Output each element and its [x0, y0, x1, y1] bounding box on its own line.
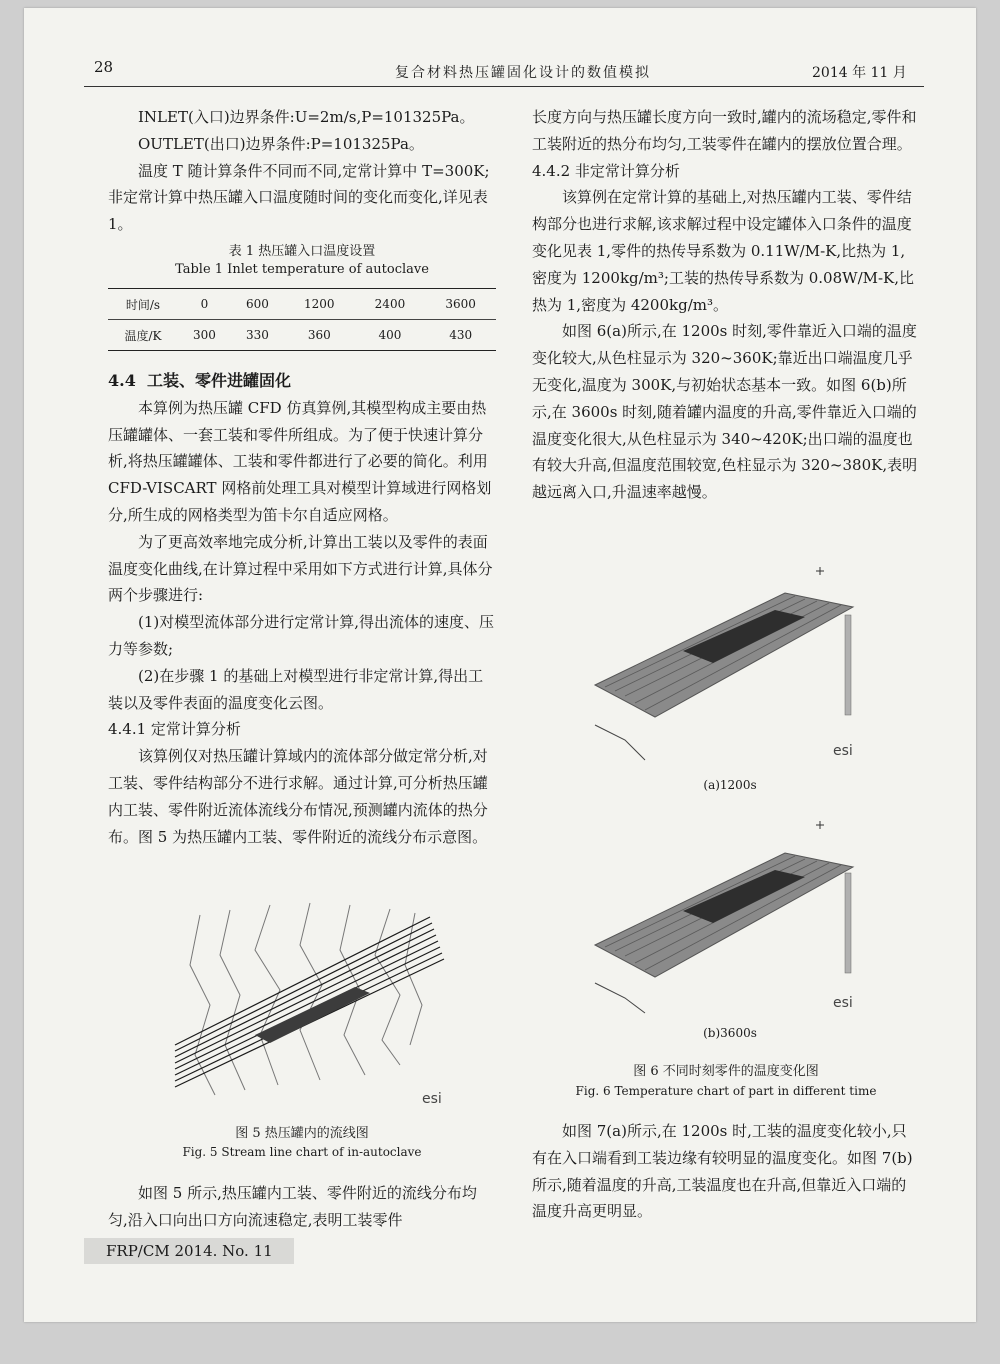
left-column-main	[108, 368, 496, 850]
table-row	[108, 289, 496, 320]
header-rule	[84, 86, 924, 87]
table1-cell: 360	[284, 320, 355, 351]
table1-cell: 300	[178, 320, 231, 351]
table1-row2-label: 温度/K	[108, 320, 178, 351]
paragraph: 该算例在定常计算的基础上,对热压罐内工装、零件结构部分也进行求解,该求解过程中设定罐体入口条件的温度变化见表 1,零件的热传导系数为 0.11W/M-K,比热为 1,密度为 1200kg/m³;工装的热传导系数为 0.08W/M-K,比热为 1,密度为 4200kg/m³。	[532, 188, 915, 314]
outlet-condition: OUTLET(出口)边界条件:P=101325Pa。	[138, 134, 424, 153]
inlet-condition: INLET(入口)边界条件:U=2m/s,P=101325Pa。	[138, 108, 475, 126]
table1-cell: 1200	[284, 289, 355, 320]
running-title: 复合材料热压罐固化设计的数值模拟	[395, 65, 651, 81]
left-column-top	[108, 104, 496, 238]
paragraph: 如图 7(a)所示,在 1200s 时,工装的温度变化较小,只有在入口端看到工装边缘有较明显的温度变化。如图 7(b)所示,随着温度的升高,工装温度也在升高,但靠近入口端的温度升高更明显。	[532, 1122, 913, 1221]
temperature-paragraph: 温度 T 随计算条件不同而不同,定常计算中 T=300K;非定常计算中热压罐入口温度随时间的变化而变化,详见表 1。	[108, 161, 490, 234]
paragraph: 如图 5 所示,热压罐内工装、零件附近的流线分布均匀,沿入口向出口方向流速稳定,表明工装零件	[108, 1184, 477, 1229]
fig5-caption-cn: 图 5 热压罐内的流线图	[235, 1126, 369, 1141]
fig6-caption-cn: 图 6 不同时刻零件的温度变化图	[633, 1064, 819, 1079]
paragraph: 该算例仅对热压罐计算域内的流体部分做定常分析,对工装、零件结构部分不进行求解。通过计算,可分析热压罐内工装、零件附近流体流线分布情况,预测罐内流体的热分布。图 5 为热压罐内工装、零件附近的流线分布示意图。	[108, 747, 488, 846]
esi-logo: esi	[833, 995, 853, 1011]
section-number: 4.4	[108, 371, 136, 390]
section-4-4-2-heading: 4.4.2 非定常计算分析	[532, 161, 680, 180]
table-row	[108, 320, 496, 351]
table1-cell: 2400	[355, 289, 426, 320]
fig6a-temperature-image	[585, 565, 875, 765]
step-2: (2)在步骤 1 的基础上对模型进行非定常计算,得出工装以及零件表面的温度变化云图。	[108, 666, 484, 712]
paragraph: 如图 6(a)所示,在 1200s 时刻,零件靠近入口端的温度变化较大,从色柱显示为 320~360K;靠近出口端温度几乎无变化,温度为 300K,与初始状态基本一致。如图 6(b)所示,在 3600s 时刻,随着罐内温度的升高,零件靠近入口端的温度变化很大,从色柱显示为 340~420K;出口端的温度也有较大升高,但温度范围较宽,色柱显示为 320~380K,表明越远离入口,升温速率越慢。	[532, 322, 918, 502]
fig6a-subcaption: (a)1200s	[703, 778, 757, 792]
table1-row1-label: 时间/s	[108, 289, 178, 320]
table1-cell: 600	[231, 289, 284, 320]
table1-cell: 400	[355, 320, 426, 351]
paragraph-continued: 长度方向与热压罐长度方向一致时,罐内的流场稳定,零件和工装附近的热分布均匀,工装零件在罐内的摆放位置合理。	[532, 108, 917, 153]
fig6-caption-en: Fig. 6 Temperature chart of part in different time	[575, 1084, 877, 1098]
section-4-4-1-heading: 4.4.1 定常计算分析	[108, 720, 241, 739]
fig6b-subcaption: (b)3600s	[703, 1026, 757, 1040]
right-column-top	[532, 104, 920, 506]
table1-cell: 430	[425, 320, 496, 351]
page-number: 28	[94, 58, 114, 76]
journal-footer: FRP/CM 2014. No. 11	[84, 1238, 294, 1264]
table1-cell: 330	[231, 320, 284, 351]
table1-cell: 0	[178, 289, 231, 320]
paragraph: 本算例为热压罐 CFD 仿真算例,其模型构成主要由热压罐罐体、一套工装和零件所组成。为了便于快速计算分析,将热压罐罐体、工装和零件都进行了必要的简化。利用 CFD-VISCART 网格前处理工具对模型计算域进行网格划分,所生成的网格类型为笛卡尔自适应网格。	[108, 398, 492, 524]
fig5-streamline-image	[160, 895, 460, 1117]
step-1: (1)对模型流体部分进行定常计算,得出流体的速度、压力等参数;	[108, 613, 495, 658]
section-title: 工装、零件进罐固化	[146, 371, 291, 390]
table1-caption-en: Table 1 Inlet temperature of autoclave	[175, 262, 429, 277]
table1	[108, 288, 496, 351]
section-4-4-heading	[108, 368, 496, 395]
fig5-caption-en: Fig. 5 Stream line chart of in-autoclave	[182, 1145, 422, 1159]
fig6b-temperature-image	[585, 815, 875, 1015]
paragraph: 为了更高效率地完成分析,计算出工装以及零件的表面温度变化曲线,在计算过程中采用如下方式进行计算,具体分两个步骤进行:	[108, 532, 493, 605]
issue-date: 2014 年 11 月	[812, 65, 907, 81]
table1-caption-cn: 表 1 热压罐入口温度设置	[228, 244, 376, 259]
left-column-bottom	[108, 1180, 496, 1234]
table1-cell: 3600	[425, 289, 496, 320]
right-column-bottom	[532, 1118, 920, 1225]
esi-logo: esi	[422, 1091, 442, 1107]
esi-logo: esi	[833, 743, 853, 759]
